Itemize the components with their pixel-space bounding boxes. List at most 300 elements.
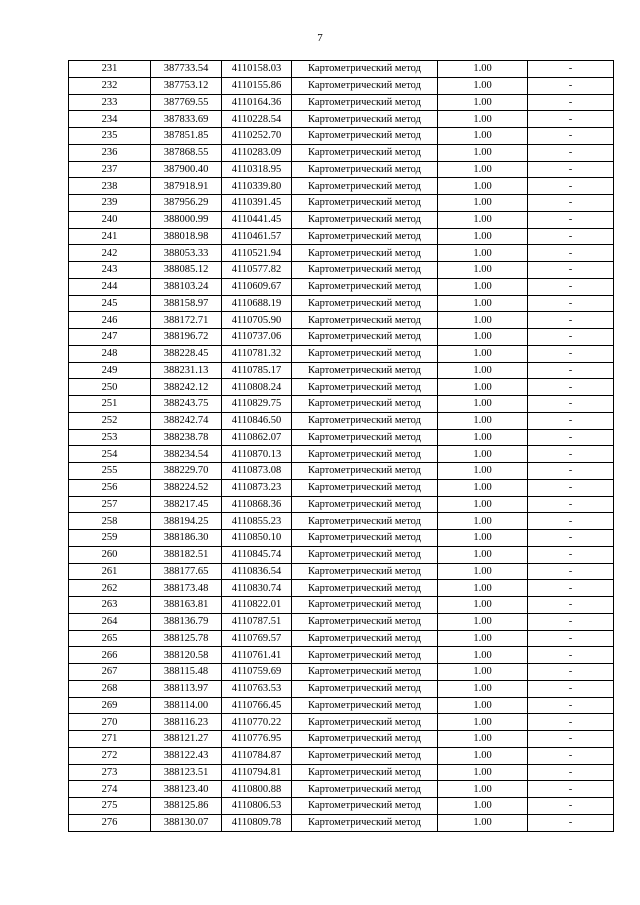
x-coordinate-cell: 388130.07 [151, 814, 222, 831]
description-cell: - [528, 362, 614, 379]
y-coordinate-cell: 4110705.90 [222, 312, 292, 329]
description-cell: - [528, 513, 614, 530]
y-coordinate-cell: 4110855.23 [222, 513, 292, 530]
method-cell: Картометрический метод [292, 546, 438, 563]
x-coordinate-cell: 388115.48 [151, 664, 222, 681]
y-coordinate-cell: 4110521.94 [222, 245, 292, 262]
method-cell: Картометрический метод [292, 94, 438, 111]
x-coordinate-cell: 388172.71 [151, 312, 222, 329]
method-cell: Картометрический метод [292, 396, 438, 413]
x-coordinate-cell: 388182.51 [151, 546, 222, 563]
accuracy-cell: 1.00 [438, 747, 528, 764]
accuracy-cell: 1.00 [438, 446, 528, 463]
method-cell: Картометрический метод [292, 429, 438, 446]
accuracy-cell: 1.00 [438, 362, 528, 379]
y-coordinate-cell: 4110759.69 [222, 664, 292, 681]
point-number-cell: 249 [69, 362, 151, 379]
point-number-cell: 261 [69, 563, 151, 580]
table-row [69, 714, 614, 731]
accuracy-cell: 1.00 [438, 228, 528, 245]
x-coordinate-cell: 388123.51 [151, 764, 222, 781]
description-cell: - [528, 731, 614, 748]
x-coordinate-cell: 388217.45 [151, 496, 222, 513]
table-row [69, 747, 614, 764]
x-coordinate-cell: 388186.30 [151, 530, 222, 547]
coordinates-table [68, 60, 614, 832]
method-cell: Картометрический метод [292, 295, 438, 312]
y-coordinate-cell: 4110737.06 [222, 329, 292, 346]
y-coordinate-cell: 4110809.78 [222, 814, 292, 831]
table-row [69, 362, 614, 379]
y-coordinate-cell: 4110283.09 [222, 144, 292, 161]
method-cell: Картометрический метод [292, 245, 438, 262]
point-number-cell: 271 [69, 731, 151, 748]
point-number-cell: 276 [69, 814, 151, 831]
y-coordinate-cell: 4110781.32 [222, 345, 292, 362]
point-number-cell: 239 [69, 195, 151, 212]
method-cell: Картометрический метод [292, 312, 438, 329]
description-cell: - [528, 781, 614, 798]
description-cell: - [528, 714, 614, 731]
table-row [69, 61, 614, 78]
y-coordinate-cell: 4110461.57 [222, 228, 292, 245]
method-cell: Картометрический метод [292, 128, 438, 145]
x-coordinate-cell: 388242.74 [151, 412, 222, 429]
accuracy-cell: 1.00 [438, 764, 528, 781]
x-coordinate-cell: 388136.79 [151, 613, 222, 630]
x-coordinate-cell: 388125.78 [151, 630, 222, 647]
point-number-cell: 270 [69, 714, 151, 731]
x-coordinate-cell: 388196.72 [151, 329, 222, 346]
accuracy-cell: 1.00 [438, 379, 528, 396]
table-row [69, 195, 614, 212]
x-coordinate-cell: 388231.13 [151, 362, 222, 379]
point-number-cell: 231 [69, 61, 151, 78]
table-row [69, 178, 614, 195]
point-number-cell: 243 [69, 262, 151, 279]
description-cell: - [528, 647, 614, 664]
x-coordinate-cell: 388224.52 [151, 479, 222, 496]
point-number-cell: 272 [69, 747, 151, 764]
x-coordinate-cell: 388103.24 [151, 278, 222, 295]
method-cell: Картометрический метод [292, 580, 438, 597]
x-coordinate-cell: 387868.55 [151, 144, 222, 161]
method-cell: Картометрический метод [292, 597, 438, 614]
method-cell: Картометрический метод [292, 211, 438, 228]
description-cell: - [528, 764, 614, 781]
y-coordinate-cell: 4110873.23 [222, 479, 292, 496]
x-coordinate-cell: 388114.00 [151, 697, 222, 714]
method-cell: Картометрический метод [292, 798, 438, 815]
accuracy-cell: 1.00 [438, 329, 528, 346]
method-cell: Картометрический метод [292, 111, 438, 128]
point-number-cell: 236 [69, 144, 151, 161]
y-coordinate-cell: 4110252.70 [222, 128, 292, 145]
x-coordinate-cell: 388177.65 [151, 563, 222, 580]
table-row [69, 262, 614, 279]
x-coordinate-cell: 388120.58 [151, 647, 222, 664]
description-cell: - [528, 195, 614, 212]
x-coordinate-cell: 388125.86 [151, 798, 222, 815]
accuracy-cell: 1.00 [438, 295, 528, 312]
table-row [69, 781, 614, 798]
table-row [69, 798, 614, 815]
y-coordinate-cell: 4110318.95 [222, 161, 292, 178]
description-cell: - [528, 329, 614, 346]
accuracy-cell: 1.00 [438, 412, 528, 429]
point-number-cell: 274 [69, 781, 151, 798]
table-row [69, 563, 614, 580]
point-number-cell: 242 [69, 245, 151, 262]
x-coordinate-cell: 387900.40 [151, 161, 222, 178]
point-number-cell: 241 [69, 228, 151, 245]
table-row [69, 245, 614, 262]
method-cell: Картометрический метод [292, 195, 438, 212]
method-cell: Картометрический метод [292, 329, 438, 346]
accuracy-cell: 1.00 [438, 161, 528, 178]
x-coordinate-cell: 388053.33 [151, 245, 222, 262]
y-coordinate-cell: 4110766.45 [222, 697, 292, 714]
y-coordinate-cell: 4110794.81 [222, 764, 292, 781]
accuracy-cell: 1.00 [438, 312, 528, 329]
y-coordinate-cell: 4110609.67 [222, 278, 292, 295]
y-coordinate-cell: 4110441.45 [222, 211, 292, 228]
point-number-cell: 232 [69, 77, 151, 94]
table-row [69, 764, 614, 781]
x-coordinate-cell: 387833.69 [151, 111, 222, 128]
table-row [69, 597, 614, 614]
table-row [69, 379, 614, 396]
description-cell: - [528, 814, 614, 831]
point-number-cell: 257 [69, 496, 151, 513]
description-cell: - [528, 262, 614, 279]
y-coordinate-cell: 4110836.54 [222, 563, 292, 580]
description-cell: - [528, 144, 614, 161]
x-coordinate-cell: 388085.12 [151, 262, 222, 279]
x-coordinate-cell: 388018.98 [151, 228, 222, 245]
x-coordinate-cell: 388173.48 [151, 580, 222, 597]
table-row [69, 463, 614, 480]
description-cell: - [528, 479, 614, 496]
x-coordinate-cell: 388000.99 [151, 211, 222, 228]
method-cell: Картометрический метод [292, 781, 438, 798]
description-cell: - [528, 563, 614, 580]
table-row [69, 664, 614, 681]
method-cell: Картометрический метод [292, 446, 438, 463]
y-coordinate-cell: 4110845.74 [222, 546, 292, 563]
point-number-cell: 235 [69, 128, 151, 145]
accuracy-cell: 1.00 [438, 278, 528, 295]
x-coordinate-cell: 388163.81 [151, 597, 222, 614]
method-cell: Картометрический метод [292, 697, 438, 714]
x-coordinate-cell: 387851.85 [151, 128, 222, 145]
table-row [69, 530, 614, 547]
point-number-cell: 255 [69, 463, 151, 480]
x-coordinate-cell: 388243.75 [151, 396, 222, 413]
y-coordinate-cell: 4110822.01 [222, 597, 292, 614]
point-number-cell: 256 [69, 479, 151, 496]
y-coordinate-cell: 4110808.24 [222, 379, 292, 396]
accuracy-cell: 1.00 [438, 429, 528, 446]
point-number-cell: 252 [69, 412, 151, 429]
table-row [69, 546, 614, 563]
x-coordinate-cell: 387956.29 [151, 195, 222, 212]
x-coordinate-cell: 388116.23 [151, 714, 222, 731]
table-row [69, 647, 614, 664]
description-cell: - [528, 664, 614, 681]
method-cell: Картометрический метод [292, 362, 438, 379]
coordinates-table-body [69, 61, 614, 832]
y-coordinate-cell: 4110868.36 [222, 496, 292, 513]
method-cell: Картометрический метод [292, 412, 438, 429]
point-number-cell: 265 [69, 630, 151, 647]
method-cell: Картометрический метод [292, 613, 438, 630]
point-number-cell: 250 [69, 379, 151, 396]
method-cell: Картометрический метод [292, 496, 438, 513]
method-cell: Картометрический метод [292, 664, 438, 681]
point-number-cell: 234 [69, 111, 151, 128]
y-coordinate-cell: 4110339.80 [222, 178, 292, 195]
y-coordinate-cell: 4110862.07 [222, 429, 292, 446]
point-number-cell: 251 [69, 396, 151, 413]
description-cell: - [528, 128, 614, 145]
description-cell: - [528, 580, 614, 597]
y-coordinate-cell: 4110769.57 [222, 630, 292, 647]
point-number-cell: 237 [69, 161, 151, 178]
point-number-cell: 248 [69, 345, 151, 362]
description-cell: - [528, 295, 614, 312]
accuracy-cell: 1.00 [438, 731, 528, 748]
method-cell: Картометрический метод [292, 345, 438, 362]
description-cell: - [528, 396, 614, 413]
y-coordinate-cell: 4110688.19 [222, 295, 292, 312]
method-cell: Картометрический метод [292, 379, 438, 396]
point-number-cell: 247 [69, 329, 151, 346]
description-cell: - [528, 312, 614, 329]
description-cell: - [528, 697, 614, 714]
x-coordinate-cell: 388242.12 [151, 379, 222, 396]
table-row [69, 697, 614, 714]
description-cell: - [528, 613, 614, 630]
table-row [69, 211, 614, 228]
x-coordinate-cell: 388229.70 [151, 463, 222, 480]
x-coordinate-cell: 388113.97 [151, 680, 222, 697]
method-cell: Картометрический метод [292, 764, 438, 781]
table-row [69, 128, 614, 145]
y-coordinate-cell: 4110873.08 [222, 463, 292, 480]
method-cell: Картометрический метод [292, 77, 438, 94]
table-row [69, 345, 614, 362]
x-coordinate-cell: 388158.97 [151, 295, 222, 312]
table-row [69, 446, 614, 463]
point-number-cell: 253 [69, 429, 151, 446]
description-cell: - [528, 94, 614, 111]
y-coordinate-cell: 4110846.50 [222, 412, 292, 429]
table-row [69, 111, 614, 128]
accuracy-cell: 1.00 [438, 61, 528, 78]
point-number-cell: 267 [69, 664, 151, 681]
table-row [69, 228, 614, 245]
point-number-cell: 259 [69, 530, 151, 547]
y-coordinate-cell: 4110158.03 [222, 61, 292, 78]
y-coordinate-cell: 4110784.87 [222, 747, 292, 764]
y-coordinate-cell: 4110761.41 [222, 647, 292, 664]
y-coordinate-cell: 4110228.54 [222, 111, 292, 128]
x-coordinate-cell: 388194.25 [151, 513, 222, 530]
page-number: 7 [317, 32, 323, 44]
accuracy-cell: 1.00 [438, 613, 528, 630]
method-cell: Картометрический метод [292, 647, 438, 664]
method-cell: Картометрический метод [292, 530, 438, 547]
table-row [69, 731, 614, 748]
y-coordinate-cell: 4110391.45 [222, 195, 292, 212]
description-cell: - [528, 546, 614, 563]
description-cell: - [528, 446, 614, 463]
x-coordinate-cell: 387753.12 [151, 77, 222, 94]
description-cell: - [528, 429, 614, 446]
description-cell: - [528, 597, 614, 614]
table-row [69, 295, 614, 312]
description-cell: - [528, 530, 614, 547]
description-cell: - [528, 747, 614, 764]
table-row [69, 278, 614, 295]
point-number-cell: 266 [69, 647, 151, 664]
table-row [69, 412, 614, 429]
accuracy-cell: 1.00 [438, 630, 528, 647]
point-number-cell: 245 [69, 295, 151, 312]
x-coordinate-cell: 388121.27 [151, 731, 222, 748]
y-coordinate-cell: 4110577.82 [222, 262, 292, 279]
table-row [69, 312, 614, 329]
accuracy-cell: 1.00 [438, 530, 528, 547]
table-row [69, 496, 614, 513]
point-number-cell: 238 [69, 178, 151, 195]
y-coordinate-cell: 4110785.17 [222, 362, 292, 379]
y-coordinate-cell: 4110787.51 [222, 613, 292, 630]
table-row [69, 513, 614, 530]
description-cell: - [528, 77, 614, 94]
accuracy-cell: 1.00 [438, 345, 528, 362]
point-number-cell: 273 [69, 764, 151, 781]
x-coordinate-cell: 387769.55 [151, 94, 222, 111]
accuracy-cell: 1.00 [438, 479, 528, 496]
table-row [69, 479, 614, 496]
accuracy-cell: 1.00 [438, 597, 528, 614]
method-cell: Картометрический метод [292, 178, 438, 195]
y-coordinate-cell: 4110850.10 [222, 530, 292, 547]
x-coordinate-cell: 388123.40 [151, 781, 222, 798]
method-cell: Картометрический метод [292, 731, 438, 748]
accuracy-cell: 1.00 [438, 580, 528, 597]
accuracy-cell: 1.00 [438, 664, 528, 681]
accuracy-cell: 1.00 [438, 496, 528, 513]
method-cell: Картометрический метод [292, 463, 438, 480]
table-row [69, 630, 614, 647]
accuracy-cell: 1.00 [438, 798, 528, 815]
y-coordinate-cell: 4110870.13 [222, 446, 292, 463]
table-row [69, 329, 614, 346]
accuracy-cell: 1.00 [438, 463, 528, 480]
accuracy-cell: 1.00 [438, 396, 528, 413]
method-cell: Картометрический метод [292, 513, 438, 530]
y-coordinate-cell: 4110770.22 [222, 714, 292, 731]
accuracy-cell: 1.00 [438, 77, 528, 94]
accuracy-cell: 1.00 [438, 211, 528, 228]
x-coordinate-cell: 388228.45 [151, 345, 222, 362]
description-cell: - [528, 228, 614, 245]
accuracy-cell: 1.00 [438, 262, 528, 279]
table-row [69, 77, 614, 94]
point-number-cell: 244 [69, 278, 151, 295]
accuracy-cell: 1.00 [438, 111, 528, 128]
y-coordinate-cell: 4110800.88 [222, 781, 292, 798]
accuracy-cell: 1.00 [438, 245, 528, 262]
method-cell: Картометрический метод [292, 144, 438, 161]
method-cell: Картометрический метод [292, 228, 438, 245]
accuracy-cell: 1.00 [438, 178, 528, 195]
description-cell: - [528, 680, 614, 697]
y-coordinate-cell: 4110763.53 [222, 680, 292, 697]
table-row [69, 613, 614, 630]
point-number-cell: 263 [69, 597, 151, 614]
description-cell: - [528, 111, 614, 128]
y-coordinate-cell: 4110830.74 [222, 580, 292, 597]
table-row [69, 429, 614, 446]
point-number-cell: 254 [69, 446, 151, 463]
accuracy-cell: 1.00 [438, 781, 528, 798]
point-number-cell: 269 [69, 697, 151, 714]
description-cell: - [528, 412, 614, 429]
method-cell: Картометрический метод [292, 563, 438, 580]
description-cell: - [528, 245, 614, 262]
accuracy-cell: 1.00 [438, 195, 528, 212]
description-cell: - [528, 61, 614, 78]
description-cell: - [528, 496, 614, 513]
point-number-cell: 260 [69, 546, 151, 563]
accuracy-cell: 1.00 [438, 714, 528, 731]
table-row [69, 94, 614, 111]
description-cell: - [528, 798, 614, 815]
point-number-cell: 233 [69, 94, 151, 111]
x-coordinate-cell: 387733.54 [151, 61, 222, 78]
method-cell: Картометрический метод [292, 262, 438, 279]
method-cell: Картометрический метод [292, 479, 438, 496]
y-coordinate-cell: 4110776.95 [222, 731, 292, 748]
point-number-cell: 240 [69, 211, 151, 228]
point-number-cell: 268 [69, 680, 151, 697]
method-cell: Картометрический метод [292, 61, 438, 78]
method-cell: Картометрический метод [292, 278, 438, 295]
method-cell: Картометрический метод [292, 714, 438, 731]
accuracy-cell: 1.00 [438, 513, 528, 530]
accuracy-cell: 1.00 [438, 647, 528, 664]
x-coordinate-cell: 387918.91 [151, 178, 222, 195]
description-cell: - [528, 463, 614, 480]
table-row [69, 680, 614, 697]
method-cell: Картометрический метод [292, 630, 438, 647]
accuracy-cell: 1.00 [438, 128, 528, 145]
accuracy-cell: 1.00 [438, 680, 528, 697]
point-number-cell: 275 [69, 798, 151, 815]
description-cell: - [528, 211, 614, 228]
point-number-cell: 264 [69, 613, 151, 630]
accuracy-cell: 1.00 [438, 94, 528, 111]
x-coordinate-cell: 388122.43 [151, 747, 222, 764]
description-cell: - [528, 278, 614, 295]
point-number-cell: 246 [69, 312, 151, 329]
table-row [69, 814, 614, 831]
point-number-cell: 258 [69, 513, 151, 530]
